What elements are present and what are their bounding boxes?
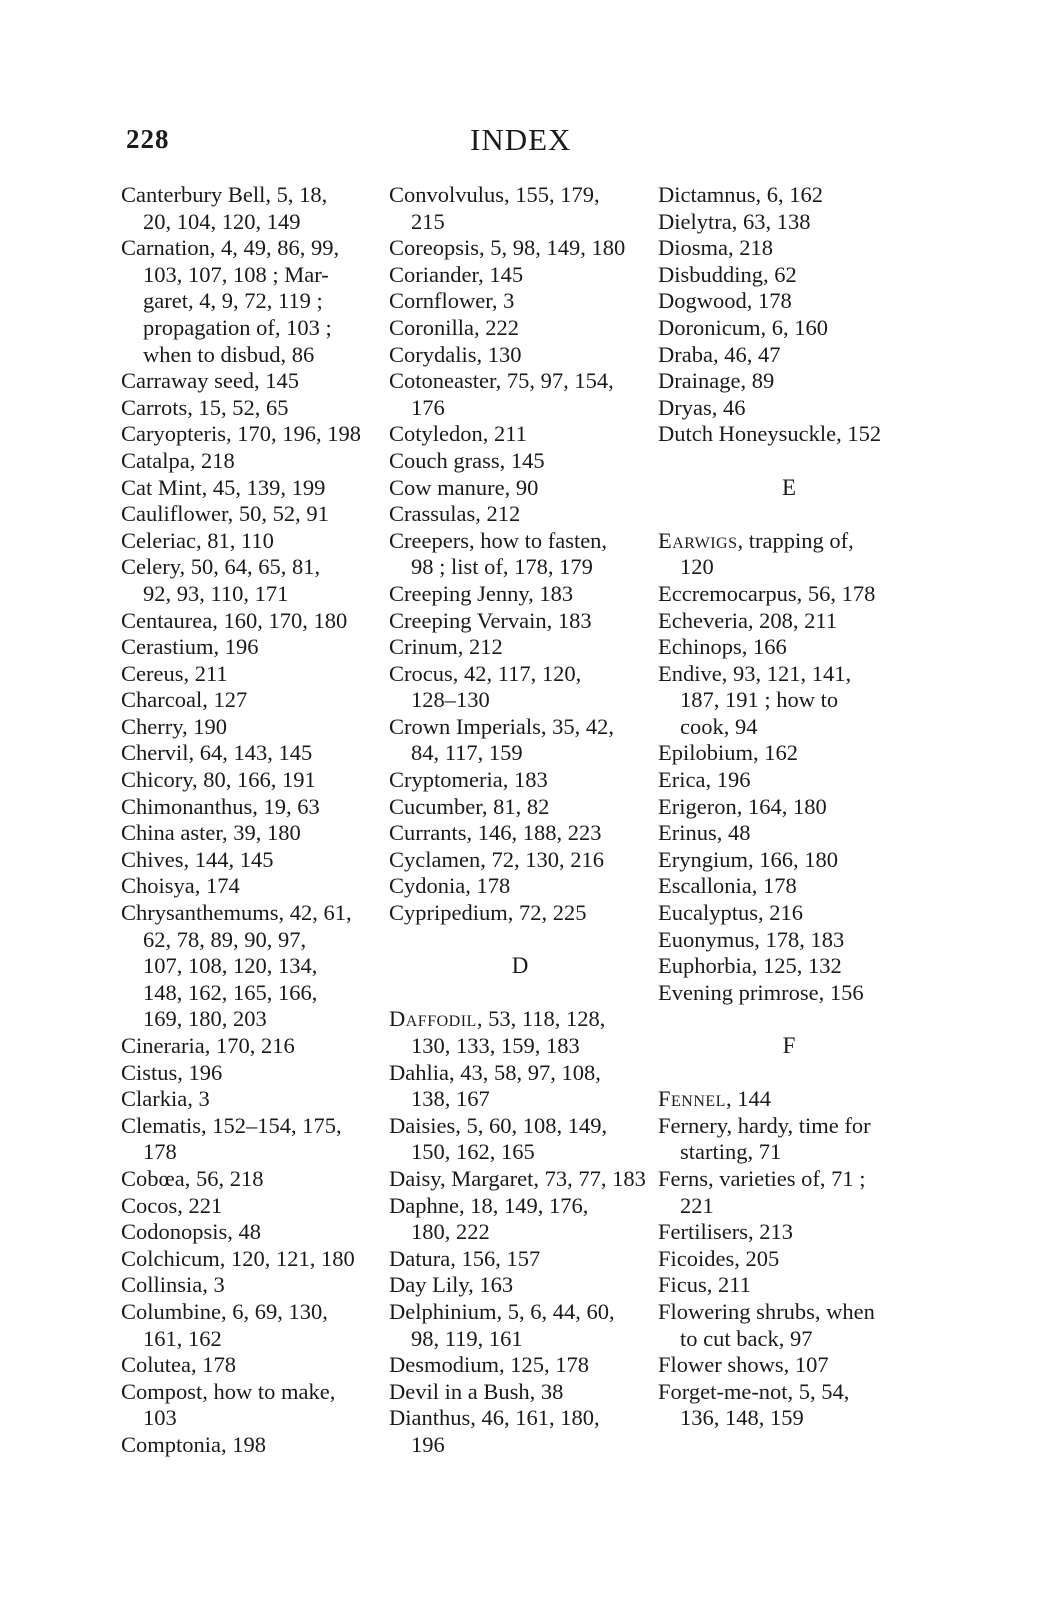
index-entry-line: Epilobium, 162 bbox=[658, 740, 798, 766]
index-entry-line: Charcoal, 127 bbox=[121, 687, 248, 713]
index-entry bbox=[389, 528, 651, 581]
index-column-1 bbox=[121, 182, 383, 1459]
index-entry-line: Chervil, 64, 143, 145 bbox=[121, 740, 313, 766]
index-entry bbox=[389, 820, 651, 847]
index-entry bbox=[121, 448, 383, 475]
index-entry-line: Chives, 144, 145 bbox=[121, 846, 274, 872]
index-entry-line: Cereus, 211 bbox=[121, 660, 228, 686]
index-entry bbox=[389, 235, 651, 262]
index-entry-line: Endive, 93, 121, 141, bbox=[658, 660, 852, 686]
index-entry bbox=[121, 528, 383, 555]
index-entry bbox=[389, 1166, 651, 1193]
index-entry bbox=[121, 767, 383, 794]
index-entry-line: Erica, 196 bbox=[658, 767, 751, 793]
index-entry-line: Cobœa, 56, 218 bbox=[121, 1165, 264, 1191]
index-column-3 bbox=[658, 182, 920, 1432]
index-entry bbox=[658, 395, 920, 422]
index-entry bbox=[389, 847, 651, 874]
index-entry bbox=[389, 315, 651, 342]
index-entry-line: 103 bbox=[143, 1405, 177, 1431]
index-entry-line: , trapping of, bbox=[737, 527, 854, 553]
index-entry bbox=[658, 873, 920, 900]
index-entry-lead: Fennel bbox=[658, 1086, 726, 1112]
index-entry bbox=[658, 421, 920, 448]
index-entry bbox=[121, 1219, 383, 1246]
index-entry bbox=[658, 182, 920, 209]
index-entry bbox=[658, 767, 920, 794]
index-entry bbox=[121, 794, 383, 821]
index-entry bbox=[121, 873, 383, 900]
index-entry-line: Cistus, 196 bbox=[121, 1059, 223, 1085]
index-column-2 bbox=[389, 182, 651, 1459]
index-entry-line: Collinsia, 3 bbox=[121, 1272, 225, 1298]
index-entry-line: 178 bbox=[143, 1139, 177, 1165]
index-entry bbox=[121, 501, 383, 528]
index-entry bbox=[658, 661, 920, 741]
index-entry-line: Catalpa, 218 bbox=[121, 447, 235, 473]
index-entry-line: 161, 162 bbox=[143, 1325, 222, 1351]
index-entry-line: cook, 94 bbox=[680, 713, 758, 739]
index-entry-line: Daisies, 5, 60, 108, 149, bbox=[389, 1112, 608, 1138]
index-entry-line: Cherry, 190 bbox=[121, 713, 228, 739]
index-entry-line: Coreopsis, 5, 98, 149, 180 bbox=[389, 235, 626, 261]
index-entry bbox=[658, 1113, 920, 1166]
index-entry-line: Canterbury Bell, 5, 18, bbox=[121, 182, 328, 207]
index-entry bbox=[389, 661, 651, 714]
index-entry bbox=[121, 1086, 383, 1113]
index-entry-line: 221 bbox=[680, 1192, 714, 1218]
index-entry-line: 148, 162, 165, 166, bbox=[143, 979, 318, 1005]
index-entry-line: 180, 222 bbox=[411, 1219, 490, 1245]
index-entry-line: 150, 162, 165 bbox=[411, 1139, 535, 1165]
index-entry bbox=[389, 421, 651, 448]
index-entry bbox=[389, 794, 651, 821]
index-entry-line: Crown Imperials, 35, 42, bbox=[389, 713, 614, 739]
index-entry-lead: Daffodil bbox=[389, 1006, 477, 1032]
index-entry-line: Echinops, 166 bbox=[658, 634, 787, 660]
index-entry-line: Flower shows, 107 bbox=[658, 1352, 829, 1378]
index-entry-line: Forget-me-not, 5, 54, bbox=[658, 1378, 850, 1404]
index-entry-line: Currants, 146, 188, 223 bbox=[389, 820, 602, 846]
index-entry-line: 215 bbox=[411, 208, 445, 234]
page-number: 228 bbox=[126, 124, 170, 154]
index-entry-line: Columbine, 6, 69, 130, bbox=[121, 1298, 328, 1324]
index-entry-line: Flowering shrubs, when bbox=[658, 1298, 875, 1324]
index-entry-line: Echeveria, 208, 211 bbox=[658, 607, 838, 633]
index-entry-line: Dogwood, 178 bbox=[658, 288, 792, 314]
index-entry bbox=[658, 953, 920, 980]
index-entry bbox=[121, 1033, 383, 1060]
index-entry bbox=[389, 714, 651, 767]
index-entry-line: Coriander, 145 bbox=[389, 261, 524, 287]
index-entry-line: Centaurea, 160, 170, 180 bbox=[121, 607, 348, 633]
index-entry-line: 98 ; list of, 178, 179 bbox=[411, 554, 593, 580]
index-entry-line: Cauliflower, 50, 52, 91 bbox=[121, 501, 329, 527]
index-entry bbox=[121, 182, 383, 235]
index-entry bbox=[389, 1006, 651, 1059]
index-entry-line: Dictamnus, 6, 162 bbox=[658, 182, 823, 207]
index-entry bbox=[389, 1405, 651, 1458]
index-entry-line: Ficoides, 205 bbox=[658, 1245, 780, 1271]
index-entry-line: Ficus, 211 bbox=[658, 1272, 751, 1298]
index-entry-line: Creeping Vervain, 183 bbox=[389, 607, 592, 633]
index-entry-line: Ferns, varieties of, 71 ; bbox=[658, 1165, 866, 1191]
index-entry-line: Cyclamen, 72, 130, 216 bbox=[389, 846, 604, 872]
index-entry bbox=[658, 1299, 920, 1352]
index-entry-line: Cat Mint, 45, 139, 199 bbox=[121, 474, 326, 500]
index-entry-line: Compost, how to make, bbox=[121, 1378, 336, 1404]
index-entry-line: Creepers, how to fasten, bbox=[389, 527, 608, 553]
index-entry bbox=[658, 1379, 920, 1432]
index-entry bbox=[121, 608, 383, 635]
index-entry bbox=[658, 235, 920, 262]
index-entry-line: Chrysanthemums, 42, 61, bbox=[121, 900, 352, 926]
index-entry-line: Dutch Honeysuckle, 152 bbox=[658, 421, 882, 447]
index-entry-line: 176 bbox=[411, 394, 445, 420]
index-entry-line: 107, 108, 120, 134, bbox=[143, 953, 318, 979]
index-entry bbox=[658, 1086, 920, 1113]
index-entry-line: Eccremocarpus, 56, 178 bbox=[658, 580, 876, 606]
index-entry-line: Carrots, 15, 52, 65 bbox=[121, 394, 289, 420]
index-entry bbox=[389, 475, 651, 502]
index-entry-line: Cryptomeria, 183 bbox=[389, 767, 548, 793]
index-entry-line: Diosma, 218 bbox=[658, 235, 773, 261]
index-entry bbox=[389, 342, 651, 369]
index-entry-line: Eucalyptus, 216 bbox=[658, 900, 803, 926]
index-entry bbox=[389, 368, 651, 421]
index-entry bbox=[389, 448, 651, 475]
index-entry-line: Crassulas, 212 bbox=[389, 501, 521, 527]
index-entry bbox=[658, 927, 920, 954]
index-entry-line: Cerastium, 196 bbox=[121, 634, 259, 660]
index-entry bbox=[121, 235, 383, 368]
index-entry-line: , 144 bbox=[725, 1086, 771, 1112]
index-entry bbox=[658, 368, 920, 395]
index-entry bbox=[121, 421, 383, 448]
index-entry bbox=[121, 634, 383, 661]
index-entry-line: Fernery, hardy, time for bbox=[658, 1112, 871, 1138]
index-entry-line: 196 bbox=[411, 1431, 445, 1457]
index-entry-line: Convolvulus, 155, 179, bbox=[389, 182, 600, 207]
index-entry bbox=[389, 1193, 651, 1246]
index-entry bbox=[121, 1432, 383, 1459]
index-entry bbox=[389, 262, 651, 289]
index-entry bbox=[658, 288, 920, 315]
index-entry bbox=[389, 1246, 651, 1273]
index-entry-line: Daisy, Margaret, 73, 77, 183 bbox=[389, 1165, 646, 1191]
index-entry-line: Dahlia, 43, 58, 97, 108, bbox=[389, 1059, 601, 1085]
index-entry bbox=[389, 900, 651, 927]
index-entry-line: Codonopsis, 48 bbox=[121, 1219, 262, 1245]
index-entry bbox=[658, 528, 920, 581]
index-entry-line: Desmodium, 125, 178 bbox=[389, 1352, 589, 1378]
section-letter-heading: F bbox=[782, 1033, 796, 1058]
index-entry bbox=[121, 475, 383, 502]
index-entry-line: Erigeron, 164, 180 bbox=[658, 793, 827, 819]
index-entry-line: Fertilisers, 213 bbox=[658, 1219, 793, 1245]
index-entry-line: Clarkia, 3 bbox=[121, 1086, 210, 1112]
index-entry-line: Colutea, 178 bbox=[121, 1352, 236, 1378]
index-entry bbox=[658, 634, 920, 661]
index-entry-line: propagation of, 103 ; bbox=[143, 314, 332, 340]
index-entry bbox=[389, 1113, 651, 1166]
index-entry-line: Daphne, 18, 149, 176, bbox=[389, 1192, 589, 1218]
index-entry bbox=[658, 900, 920, 927]
index-entry-line: Delphinium, 5, 6, 44, 60, bbox=[389, 1298, 615, 1324]
index-entry bbox=[658, 1219, 920, 1246]
index-entry-line: Doronicum, 6, 160 bbox=[658, 314, 828, 340]
index-entry-line: Dielytra, 63, 138 bbox=[658, 208, 811, 234]
index-entry-line: Evening primrose, 156 bbox=[658, 979, 864, 1005]
index-entry bbox=[121, 554, 383, 607]
index-entry bbox=[121, 740, 383, 767]
index-entry-line: Corydalis, 130 bbox=[389, 341, 522, 367]
index-entry-line: Day Lily, 163 bbox=[389, 1272, 514, 1298]
index-entry bbox=[389, 288, 651, 315]
section-letter-heading: D bbox=[511, 953, 529, 979]
index-entry-line: Draba, 46, 47 bbox=[658, 341, 781, 367]
index-entry bbox=[121, 1060, 383, 1087]
index-entry-line: Crinum, 212 bbox=[389, 634, 503, 660]
index-entry-line: 103, 107, 108 ; Mar- bbox=[143, 261, 329, 287]
index-entry-line: Euphorbia, 125, 132 bbox=[658, 953, 842, 979]
index-entry-line: 187, 191 ; how to bbox=[680, 687, 839, 713]
index-entry-line: 138, 167 bbox=[411, 1086, 490, 1112]
index-entry-line: Cucumber, 81, 82 bbox=[389, 793, 550, 819]
index-entry-line: Couch grass, 145 bbox=[389, 447, 545, 473]
index-entry bbox=[389, 1060, 651, 1113]
index-entry bbox=[658, 1352, 920, 1379]
index-entry bbox=[121, 1352, 383, 1379]
index-entry-line: Caryopteris, 170, 196, 198 bbox=[121, 421, 361, 447]
index-entry bbox=[121, 1193, 383, 1220]
index-entry-line: Cydonia, 178 bbox=[389, 873, 511, 899]
index-entry-line: Clematis, 152–154, 175, bbox=[121, 1112, 342, 1138]
index-entry bbox=[389, 1352, 651, 1379]
index-entry-line: Coronilla, 222 bbox=[389, 314, 519, 340]
index-entry bbox=[658, 608, 920, 635]
index-entry-line: Cypripedium, 72, 225 bbox=[389, 900, 587, 926]
index-entry-line: Drainage, 89 bbox=[658, 368, 775, 394]
index-entry bbox=[389, 873, 651, 900]
index-entry-line: 20, 104, 120, 149 bbox=[143, 208, 301, 234]
index-entry bbox=[658, 847, 920, 874]
index-entry-lead: Earwigs bbox=[658, 527, 738, 553]
index-entry-line: Cotyledon, 211 bbox=[389, 421, 527, 447]
index-entry-line: , 53, 118, 128, bbox=[476, 1006, 606, 1032]
index-entry-line: Escallonia, 178 bbox=[658, 873, 797, 899]
index-entry-line: Comptonia, 198 bbox=[121, 1431, 266, 1457]
index-entry-line: Cotoneaster, 75, 97, 154, bbox=[389, 368, 614, 394]
index-entry bbox=[121, 395, 383, 422]
index-entry-line: Cow manure, 90 bbox=[389, 474, 539, 500]
index-entry-line: 92, 93, 110, 171 bbox=[143, 580, 289, 606]
index-entry-line: Carraway seed, 145 bbox=[121, 368, 300, 394]
index-entry bbox=[658, 1166, 920, 1219]
index-entry-line: Datura, 156, 157 bbox=[389, 1245, 541, 1271]
index-entry bbox=[658, 209, 920, 236]
index-entry-line: 84, 117, 159 bbox=[411, 740, 523, 766]
index-entry bbox=[658, 1246, 920, 1273]
index-entry bbox=[389, 501, 651, 528]
index-entry bbox=[389, 1272, 651, 1299]
index-entry bbox=[121, 1379, 383, 1432]
index-entry bbox=[658, 581, 920, 608]
index-entry-line: 130, 133, 159, 183 bbox=[411, 1033, 580, 1058]
index-entry bbox=[121, 1246, 383, 1273]
index-entry-line: Eryngium, 166, 180 bbox=[658, 846, 838, 872]
index-entry bbox=[658, 980, 920, 1007]
index-entry bbox=[389, 767, 651, 794]
index-entry bbox=[389, 634, 651, 661]
index-entry-line: Choisya, 174 bbox=[121, 873, 240, 899]
index-entry-line: Chicory, 80, 166, 191 bbox=[121, 767, 316, 793]
index-entry bbox=[658, 262, 920, 289]
index-entry bbox=[121, 900, 383, 1033]
index-entry-line: 98, 119, 161 bbox=[411, 1325, 523, 1351]
index-entry-line: Dianthus, 46, 161, 180, bbox=[389, 1405, 600, 1431]
index-entry bbox=[658, 315, 920, 342]
index-entry-line: Chimonanthus, 19, 63 bbox=[121, 793, 320, 819]
index-entry-line: Creeping Jenny, 183 bbox=[389, 580, 574, 606]
index-entry-line: China aster, 39, 180 bbox=[121, 820, 301, 846]
index-entry bbox=[121, 687, 383, 714]
index-entry bbox=[121, 1272, 383, 1299]
index-entry-line: 120 bbox=[680, 554, 714, 580]
index-entry bbox=[658, 342, 920, 369]
index-entry-line: starting, 71 bbox=[680, 1139, 782, 1165]
index-entry bbox=[121, 661, 383, 688]
index-entry-line: when to disbud, 86 bbox=[143, 341, 315, 367]
index-entry bbox=[389, 581, 651, 608]
index-entry bbox=[389, 1299, 651, 1352]
index-entry bbox=[121, 847, 383, 874]
index-entry-line: 136, 148, 159 bbox=[680, 1405, 804, 1431]
index-entry bbox=[389, 608, 651, 635]
index-entry-line: Carnation, 4, 49, 86, 99, bbox=[121, 235, 340, 261]
index-entry-line: Colchicum, 120, 121, 180 bbox=[121, 1245, 355, 1271]
index-entry-line: Dryas, 46 bbox=[658, 394, 746, 420]
index-entry-line: Erinus, 48 bbox=[658, 820, 751, 846]
index-entry bbox=[658, 794, 920, 821]
running-head: INDEX bbox=[470, 122, 572, 157]
index-entry-line: 169, 180, 203 bbox=[143, 1006, 267, 1032]
index-entry-line: 128–130 bbox=[411, 687, 490, 713]
index-entry bbox=[658, 1272, 920, 1299]
index-entry bbox=[121, 820, 383, 847]
index-entry-line: Celeriac, 81, 110 bbox=[121, 527, 274, 553]
index-entry-line: garet, 4, 9, 72, 119 ; bbox=[143, 288, 323, 314]
index-entry-line: Disbudding, 62 bbox=[658, 261, 797, 287]
index-entry bbox=[658, 740, 920, 767]
index-entry-line: Crocus, 42, 117, 120, bbox=[389, 660, 582, 686]
index-entry-line: Devil in a Bush, 38 bbox=[389, 1378, 564, 1404]
index-entry bbox=[121, 1166, 383, 1193]
index-entry bbox=[121, 714, 383, 741]
index-entry-line: Celery, 50, 64, 65, 81, bbox=[121, 554, 321, 580]
index-entry bbox=[389, 1379, 651, 1406]
section-letter-heading: E bbox=[781, 474, 797, 500]
index-entry bbox=[658, 820, 920, 847]
index-entry-line: to cut back, 97 bbox=[680, 1325, 813, 1351]
index-entry-line: Cineraria, 170, 216 bbox=[121, 1033, 295, 1058]
index-entry bbox=[121, 1113, 383, 1166]
index-entry-line: Cocos, 221 bbox=[121, 1192, 223, 1218]
index-entry-line: Euonymus, 178, 183 bbox=[658, 926, 845, 952]
index-entry-line: 62, 78, 89, 90, 97, bbox=[143, 926, 307, 952]
index-entry bbox=[389, 182, 651, 235]
index-entry bbox=[121, 368, 383, 395]
index-entry bbox=[121, 1299, 383, 1352]
index-entry-line: Cornflower, 3 bbox=[389, 288, 515, 314]
